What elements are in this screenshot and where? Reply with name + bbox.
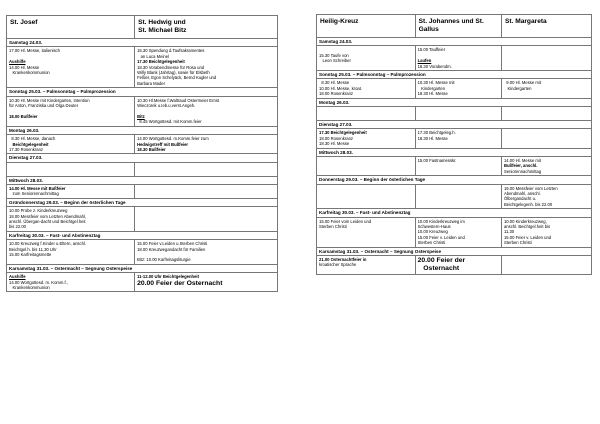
schedule-line: 10.00 Hl. Messe, kroat.: [319, 85, 363, 91]
schedule-line: 15.00 Feier v.Leiden u.Sterben Christi: [137, 241, 208, 247]
schedule-line: 18.00 Bußfeier: [9, 113, 38, 119]
schedule-line: Barbara Mader: [137, 80, 166, 86]
schedule-line: 10.30 Hl. Messe mit Kindergarten, Intention: [9, 97, 90, 103]
schedule-line: 8.30 Hl. Messe, danach: [9, 136, 56, 142]
left-section-body-row: [7, 162, 278, 176]
right-cell-c3: [501, 46, 591, 71]
right-header-row: [317, 15, 592, 38]
schedule-line: Kindergarten: [417, 85, 446, 91]
schedule-line: 10.30 Hl.Messe f.Waltraud Ostermeier Ernst: [137, 97, 220, 103]
left-cell-c2: [135, 162, 278, 176]
schedule-line: 15.30 Spendung d.Taufsakramentes: [137, 48, 205, 54]
right-section-body-row: [317, 79, 592, 98]
section-title: Montag 26.03.: [317, 98, 592, 106]
schedule-line: Bitz: [137, 113, 145, 119]
left-cell-c2: [135, 184, 278, 198]
schedule-line: [319, 113, 413, 118]
right-cell-c1: [317, 129, 416, 148]
schedule-line: 18.30 Hl. Messe: [417, 135, 448, 141]
schedule-line: 17.30 Beichtgelegenheit: [319, 130, 367, 136]
left-section-title-row: [7, 198, 278, 206]
left-header-1: St. Josef: [7, 16, 135, 39]
schedule-line: 14.00 Hl. Messe mit Bußfeier: [9, 185, 66, 191]
schedule-line: 15.00 Fastnamesskr.: [417, 157, 457, 163]
section-title: Karfreitag 30.03. – Fast- und Abstinenztag: [7, 231, 278, 239]
schedule-line: Sterben Christi: [503, 240, 532, 246]
left-cell-c1: [7, 162, 135, 176]
schedule-line: 20.00 Feier der Osternacht: [137, 279, 223, 287]
right-cell-c2: [415, 156, 501, 175]
right-cell-c1: [317, 107, 416, 121]
schedule-line: Krankenkommunion: [9, 70, 50, 76]
left-cell-c2: [135, 240, 278, 265]
schedule-line: 17.30 Rosenkranz: [9, 146, 43, 152]
schedule-line: 18.30 Vorabendmesse für Rosa und: [137, 64, 205, 70]
schedule-line: Wieczorek u.Ieb.u.verst.Angeh.: [137, 103, 196, 109]
right-cell-c1: [317, 156, 416, 175]
schedule-line: 18.00 Messfeier vom Letzten Abendmahl,: [9, 213, 87, 219]
schedule-line: Beichtgel.h. bis 11.30 Uhr: [9, 246, 57, 252]
section-title: Dienstag 27.03.: [7, 154, 278, 162]
schedule-line: 10.00 Probe z. Kinderkreuzweg: [9, 208, 68, 214]
schedule-line: 18.00 Rosenkranz: [319, 135, 353, 141]
schedule-line: [319, 202, 413, 207]
left-section-title-row: [7, 88, 278, 96]
left-cell-c1: [7, 47, 135, 88]
left-section-title-row: [7, 39, 278, 47]
right-cell-c1: [317, 46, 416, 71]
left-schedule-table: [6, 15, 278, 292]
schedule-line: Feßler, Egon Schelyäck, Bernd Kugler und: [137, 75, 217, 81]
right-section-body-row: [317, 156, 592, 175]
section-title: Karsamstag 31.03. – Ostermacht – Segnung Osterspeise: [7, 264, 278, 272]
right-header-1: Heilig-Kreuz: [317, 15, 416, 38]
schedule-line: Laufen: [417, 58, 432, 64]
left-section-body-row: [7, 96, 278, 126]
left-section-body-row: [7, 207, 278, 232]
schedule-line: 14.00 Hl. Messe mit: [503, 157, 541, 163]
left-section-body-row: [7, 135, 278, 154]
right-cell-c1: [317, 79, 416, 98]
schedule-line: Kindergarten: [503, 85, 532, 91]
schedule-line: 17.00 Hl. Messe, italienisch: [9, 48, 60, 54]
schedule-line: 14.00 Hl. Messe: [9, 64, 40, 70]
left-section-body-row: [7, 240, 278, 265]
right-section-body-row: [317, 256, 592, 275]
right-cell-c2: [415, 107, 501, 121]
section-title: Mittwoch 28.03.: [317, 148, 592, 156]
schedule-line: Schwestern-Haus: [417, 223, 451, 229]
schedule-line: Ölbergandacht u.: [503, 196, 537, 202]
schedule-line: [319, 163, 413, 168]
right-section-body-row: [317, 184, 592, 209]
section-title: Karsamstag 31.03. – Osternacht – Segnung Osterspeise: [317, 247, 592, 255]
schedule-line: [137, 186, 275, 191]
schedule-line: 19.00 Messfeier vom Letzten: [503, 185, 558, 191]
left-section-body-row: [7, 273, 278, 292]
schedule-line: Aushilfe: [9, 274, 26, 280]
right-cell-c3: [501, 129, 591, 148]
schedule-line: 18.30 Hl. Messe: [319, 141, 350, 147]
left-cell-c1: [7, 96, 135, 126]
schedule-line: 18.30 Vorabendm.: [417, 63, 452, 69]
section-title: Sonntag 25.03. – Palmsonntag – Palmprozession: [7, 88, 278, 96]
left-section-title-row: [7, 126, 278, 134]
right-section-title-row: [317, 209, 592, 217]
left-cell-c1: [7, 207, 135, 232]
schedule-line: Leon Schreiber: [319, 58, 351, 64]
right-cell-c3: [501, 256, 591, 275]
schedule-line: 18.30 Bußfeier: [137, 146, 166, 152]
schedule-line: anschl. Übergan-dacht und Beichtgel.heit: [9, 218, 86, 224]
schedule-line: 18.00 Rosenkranz: [319, 91, 353, 97]
schedule-line: Sterben Christi: [319, 223, 347, 229]
schedule-line: 15.30 Taufe von: [319, 52, 349, 58]
schedule-line: an Luca Meinel: [137, 53, 169, 59]
section-title: Donnerstag 29.03. – Beginn der österlichen Tage: [317, 176, 592, 184]
schedule-line: Sterben Christi: [417, 240, 446, 246]
right-cell-c1: [317, 217, 416, 247]
right-section-body-row: [317, 46, 592, 71]
schedule-line: 14.00 Wortgottesd. m. Komm.f.,: [9, 279, 69, 285]
right-cell-c2: [415, 129, 501, 148]
schedule-line: bis 22.00: [9, 224, 26, 230]
schedule-line: 18.30 Hl. Messe: [417, 91, 448, 97]
right-cell-c2: [415, 46, 501, 71]
right-cell-c3: [501, 217, 591, 247]
schedule-line: Abendmahl, anschl.: [503, 190, 541, 196]
left-section-title-row: [7, 176, 278, 184]
right-section-title-row: [317, 176, 592, 184]
left-cell-c1: [7, 273, 135, 292]
schedule-line: 17.30 Beichtgeleg.h.: [417, 130, 456, 136]
right-section-title-row: [317, 38, 592, 46]
left-section-title-row: [7, 154, 278, 162]
schedule-line: 20.00 Feier der: [417, 257, 466, 264]
schedule-line: 10.00 Kinderkreuzweg,: [503, 218, 547, 224]
left-cell-c2: [135, 47, 278, 88]
schedule-line: 15.00 Feier vom Leiden und: [319, 218, 372, 224]
section-title: Karfreitag 30.03. – Fast- und Abstinenztag: [317, 209, 592, 217]
schedule-line: 10.30 Hl. Messe mit: [417, 80, 455, 86]
schedule-line: 14.00 Wortgottesd. m.Komm.feier zum: [137, 136, 209, 142]
schedule-line: Aushilfe: [9, 59, 26, 65]
section-title: Mittwoch 28.03.: [7, 176, 278, 184]
schedule-line: 15.00 Karfreitagsmette: [9, 252, 52, 257]
schedule-line: Bitz: 10.00 Karfreitagsliturgie: [137, 257, 191, 263]
right-cell-c2: [415, 79, 501, 98]
right-section-body-row: [317, 107, 592, 121]
left-cell-c2: [135, 135, 278, 154]
schedule-line: 8.30 Hl. Messe: [319, 80, 350, 86]
schedule-line: [137, 169, 275, 174]
right-schedule-table: [316, 14, 592, 275]
schedule-line: 10.00 Kinderkreuzweg im: [417, 218, 465, 224]
right-cell-c1: [317, 256, 416, 275]
left-section-title-row: [7, 231, 278, 239]
schedule-line: Beichtgelegenh. bis 22.00: [503, 201, 553, 207]
schedule-line: 8.45 Wortgottesd. mit Komm.feier: [137, 119, 202, 125]
right-cell-c2: [415, 184, 501, 209]
schedule-line: 15.00 Feier v. Leiden und: [503, 234, 552, 240]
left-cell-c1: [7, 240, 135, 265]
right-section-title-row: [317, 98, 592, 106]
schedule-line: zum Seniorennachmittag: [9, 191, 59, 197]
schedule-line: Seniorennachmittag: [503, 168, 542, 174]
section-title: Samstag 24.03.: [317, 38, 592, 46]
right-cell-c2: [415, 217, 501, 247]
schedule-line: 17.30 Beichtgelegenheit: [137, 59, 185, 65]
left-cell-c1: [7, 135, 135, 154]
left-cell-c2: [135, 207, 278, 232]
schedule-line: 18.00 Kreuzwegandacht für Familien: [137, 246, 206, 252]
right-section-title-row: [317, 148, 592, 156]
right-header-3: St. Margareta: [501, 15, 591, 38]
schedule-line: Bußfeier, anschl.: [503, 163, 538, 169]
right-section-body-row: [317, 217, 592, 247]
left-section-body-row: [7, 184, 278, 198]
schedule-line: Krankenkommunion: [9, 285, 50, 291]
schedule-line: 9.00 Hl. Messe mit: [503, 80, 541, 86]
schedule-line: kroatischer Sprache: [319, 262, 357, 268]
schedule-line: 10.00 Kreuzweg f.Kinder u.Eltern, anschl.: [9, 241, 87, 247]
schedule-line: 10.00 Kreuzweg: [417, 229, 448, 235]
right-section-body-row: [317, 129, 592, 148]
right-cell-c3: [501, 79, 591, 98]
left-cell-c1: [7, 184, 135, 198]
left-section-body-row: [7, 47, 278, 88]
left-cell-c2: [135, 96, 278, 126]
schedule-line: Hedwigstreff mit Bußfeier: [137, 141, 189, 147]
right-cell-c1: [317, 184, 416, 209]
schedule-line: 11.30: [503, 229, 515, 235]
schedule-line: Beichtgelegenheit: [9, 141, 49, 147]
right-header-2: St. Johannes und St. Gallus: [415, 15, 501, 38]
schedule-line: 11-12.00 Uhr Beichtgelegenheit: [137, 274, 199, 280]
right-cell-c3: [501, 184, 591, 209]
right-cell-c2: [415, 256, 501, 275]
schedule-line: Willy Blank (Jahrtag), sowie für Elsbeth: [137, 70, 210, 76]
right-cell-c3: [501, 107, 591, 121]
section-title: Montag 26.03.: [7, 126, 278, 134]
right-section-title-row: [317, 71, 592, 79]
left-header-row: [7, 16, 278, 39]
left-cell-c2: [135, 273, 278, 292]
schedule-line: Osternacht: [417, 265, 460, 272]
section-title: Samstag 24.03.: [7, 39, 278, 47]
schedule-line: 15.00 Feier v. Leiden und: [417, 234, 465, 240]
schedule-line: für Anton, Franziska und Olga Deuter: [9, 103, 79, 109]
schedule-line: 21.00 Osternachtfeier in: [319, 257, 367, 262]
right-section-title-row: [317, 247, 592, 255]
right-section-title-row: [317, 120, 592, 128]
section-title: Sonntag 25.03. – Palmsonntag – Palmprozession: [317, 71, 592, 79]
left-section-title-row: [7, 264, 278, 272]
section-title: Gründonnerstag 29.03. – Beginn der österlichen Tage: [7, 198, 278, 206]
schedule-line: [9, 169, 132, 174]
schedule-line: anschl. Beichtgel.heit bis: [503, 223, 551, 229]
right-cell-c3: [501, 156, 591, 175]
left-header-2: St. Hedwig und St. Michael Bitz: [135, 16, 278, 39]
section-title: Dienstag 27.03.: [317, 120, 592, 128]
schedule-line: 15.00 Tauffeier: [417, 47, 446, 53]
